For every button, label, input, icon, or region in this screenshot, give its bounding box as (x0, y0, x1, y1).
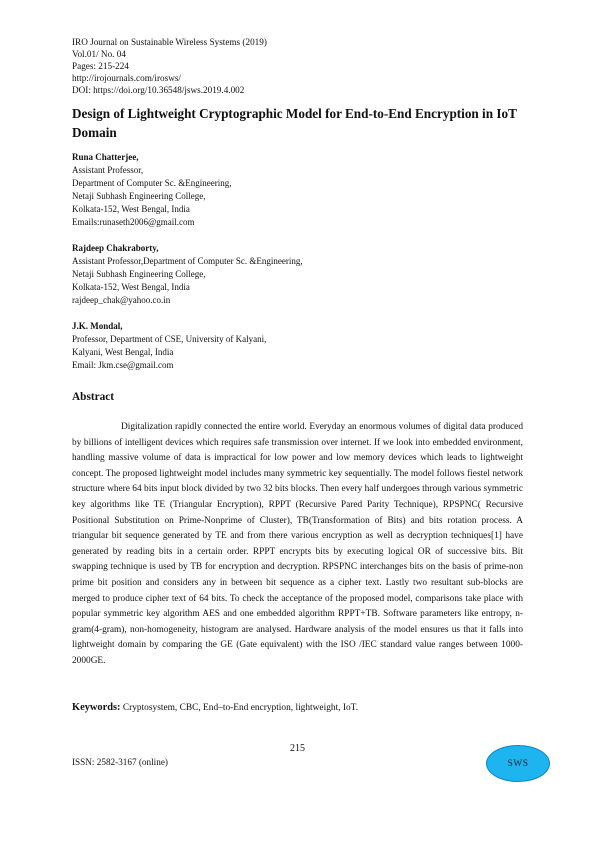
author-affiliation-line: Netaji Subhash Engineering College, (72, 269, 206, 279)
author-name: Rajdeep Chakraborty, (72, 243, 159, 253)
author-name: Runa Chatterjee, (72, 152, 139, 162)
journal-name: IRO Journal on Sustainable Wireless Systems (2019) (72, 37, 267, 47)
journal-header (72, 36, 267, 96)
author-affiliation-line: Assistant Professor,Department of Computer Sc. &Engineering, (72, 256, 303, 266)
page-number: 215 (290, 743, 305, 754)
journal-logo-badge (486, 745, 550, 782)
author-affiliation-line: Department of Computer Sc. &Engineering, (72, 178, 232, 188)
abstract-heading: Abstract (72, 391, 115, 403)
keywords-label: Keywords: (72, 702, 121, 713)
author-affiliation-line: Netaji Subhash Engineering College, (72, 191, 206, 201)
abstract-text: Digitalization rapidly connected the entire world. Everyday an enormous volumes of digital data produced by billions of intelligent devices which requires safe transmission over internet. If we look into embedded environment, handling massive volume of data is impractical for low power and low memory devices which leads to lightweight concept. The proposed lightweight model includes many symmetric key sequentially. The model follows fiestel network structure where 64 bits input block divided by two 32 bits blocks. Then every half undergoes through various symmetric key algorithms like TE (Triangular Encryption), RPPT (Recursive Pared Parity Technique), RPSPNC( Recursive Positional Substitution on Prime-Nonprime of Cluster), TB(Transformation of Bits) and bits rotation process. A triangular bit sequence generated by TE and from there various encryption as well as decryption techniques[1] have generated by reading bits in a certain order. RPPT encrypts bits by executing logical OR of successive bits. Bit swapping technique is used by TB for encryption and decryption. RPSPNC interchanges bits on the basis of prime-non prime bit position and considers any in between bit sequence as a cipher text. Lastly two resultant sub-blocks are merged to produce cipher text of 64 bits. To check the acceptance of the proposed model, comparisons take place with popular symmetric key algorithm AES and one embedded algorithm RPPT+TB. Software parameters like entropy, n-gram(4-gram), non-homogeneity, histogram are analysed. Hardware analysis of the model ensures us that it falls into lightweight domain by comparing the GE (Gate equivalent) with the ISO /IEC standard value ranges between 1000-2000GE. (72, 422, 523, 666)
journal-pages: Pages: 215-224 (72, 61, 129, 71)
author-affiliation-line: Assistant Professor, (72, 165, 144, 175)
author-email[interactable]: Email: Jkm.cse@gmail.com (72, 360, 174, 370)
author-block (72, 320, 266, 372)
author-email[interactable]: rajdeep_chak@yahoo.co.in (72, 295, 171, 305)
issn-footer: ISSN: 2582-3167 (online) (72, 757, 168, 767)
journal-url[interactable]: http://irojournals.com/irosws/ (72, 73, 181, 83)
journal-volume: Vol.01/ No. 04 (72, 49, 126, 59)
keywords-line (72, 701, 523, 715)
author-affiliation-line: Kalyani, West Bengal, India (72, 347, 174, 357)
paper-title: Design of Lightweight Cryptographic Model for End-to-End Encryption in IoT Domain (72, 106, 517, 140)
logo-text: SWS (507, 758, 529, 769)
journal-doi[interactable]: DOI: https://doi.org/10.36548/jsws.2019.4.002 (72, 85, 245, 95)
author-block (72, 151, 231, 229)
keywords-text: Cryptosystem, CBC, End–to-End encryption, lightweight, IoT. (120, 703, 359, 713)
author-affiliation-line: Kolkata-152, West Bengal, India (72, 204, 190, 214)
author-email[interactable]: Emails:runaseth2006@gmail.com (72, 217, 195, 227)
author-block (72, 242, 303, 307)
author-name: J.K. Mondal, (72, 321, 123, 331)
author-affiliation-line: Kolkata-152, West Bengal, India (72, 282, 190, 292)
author-affiliation-line: Professor, Department of CSE, University of Kalyani, (72, 334, 267, 344)
